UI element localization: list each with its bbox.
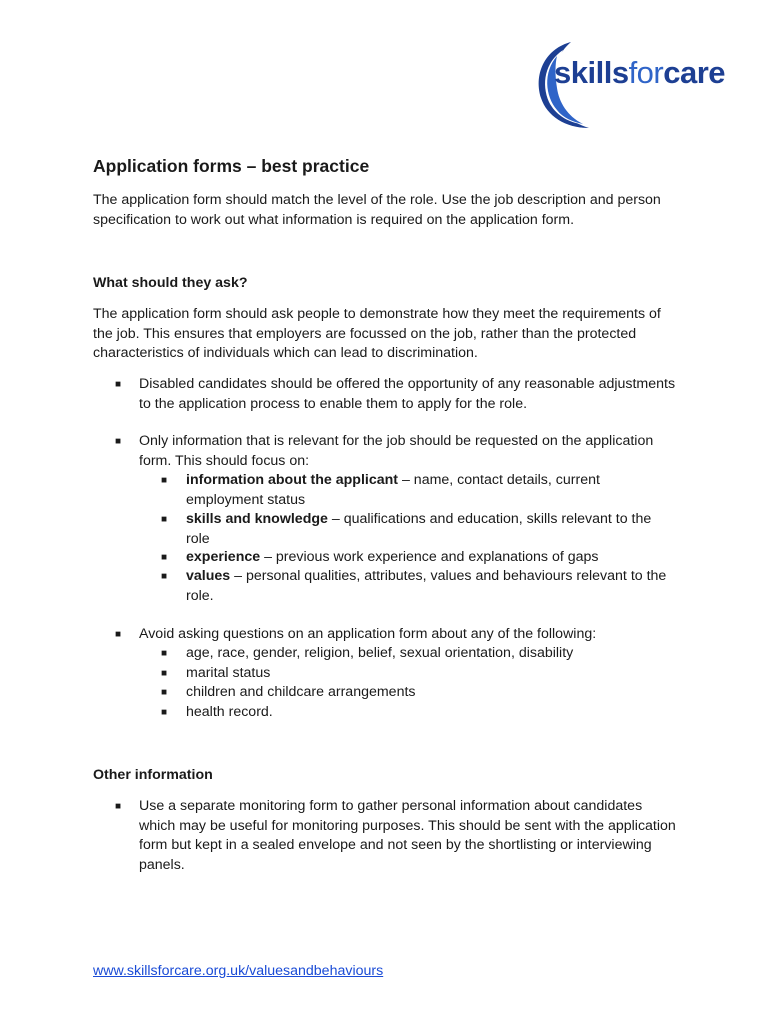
bullet-reasonable-adjustments: Disabled candidates should be offered the opportunity of any reasonable adjustments to the application process to enable them to apply for the role.	[139, 376, 676, 412]
avoid-item: health record.	[186, 704, 273, 720]
sub-bullet-marker: ■	[161, 475, 168, 486]
sub-bullet-marker: ■	[161, 687, 168, 698]
bullet-marker: ■	[115, 629, 122, 640]
focus-item-values: values – personal qualities, attributes, values and behaviours relevant to the role.	[186, 568, 667, 604]
bullet-relevant-information: Only information that is relevant for the job should be requested on the application form. This should focus on:	[139, 433, 654, 469]
focus-item-skills: skills and knowledge – qualifications and education, skills relevant to the role	[186, 511, 652, 547]
section-heading-other-information: Other information	[93, 767, 213, 783]
bullet-marker: ■	[115, 379, 122, 390]
sub-bullet-marker: ■	[161, 552, 168, 563]
focus-item-experience: experience – previous work experience and explanations of gaps	[186, 549, 599, 565]
avoid-item: children and childcare arrangements	[186, 684, 416, 700]
bullet-marker: ■	[115, 436, 122, 447]
bullet-monitoring-form: Use a separate monitoring form to gather personal information about candidates which may be useful for monitoring purposes. This should be sent with the application form but kept in a sealed envelope and not seen by the shortlisting or interviewing panels.	[139, 798, 676, 873]
page-title: Application forms – best practice	[93, 156, 370, 176]
sub-bullet-marker: ■	[161, 514, 168, 525]
intro-paragraph: The application form should match the level of the role. Use the job description and person specification to work out what information is required on the application form.	[93, 192, 661, 228]
footer-website-link[interactable]: www.skillsforcare.org.uk/valuesandbehaviours	[93, 963, 384, 979]
section1-paragraph: The application form should ask people to demonstrate how they meet the requirements of the job. This ensures that employers are focussed on the job, rather than the protected characteristics of individuals which can lead to discrimination.	[93, 306, 661, 361]
bullet-marker: ■	[115, 801, 122, 812]
sub-bullet-marker: ■	[161, 648, 168, 659]
bullet-avoid-questions: Avoid asking questions on an application form about any of the following:	[139, 626, 597, 642]
section-heading-what-should-they-ask: What should they ask?	[93, 275, 248, 291]
logo-wordmark: skillsforcare	[554, 55, 726, 90]
sub-bullet-marker: ■	[161, 707, 168, 718]
avoid-item: age, race, gender, religion, belief, sexual orientation, disability	[186, 645, 574, 661]
avoid-item: marital status	[186, 665, 271, 681]
sub-bullet-marker: ■	[161, 571, 168, 582]
sub-bullet-marker: ■	[161, 668, 168, 679]
focus-item-applicant: information about the applicant – name, contact details, current employment status	[186, 472, 600, 508]
